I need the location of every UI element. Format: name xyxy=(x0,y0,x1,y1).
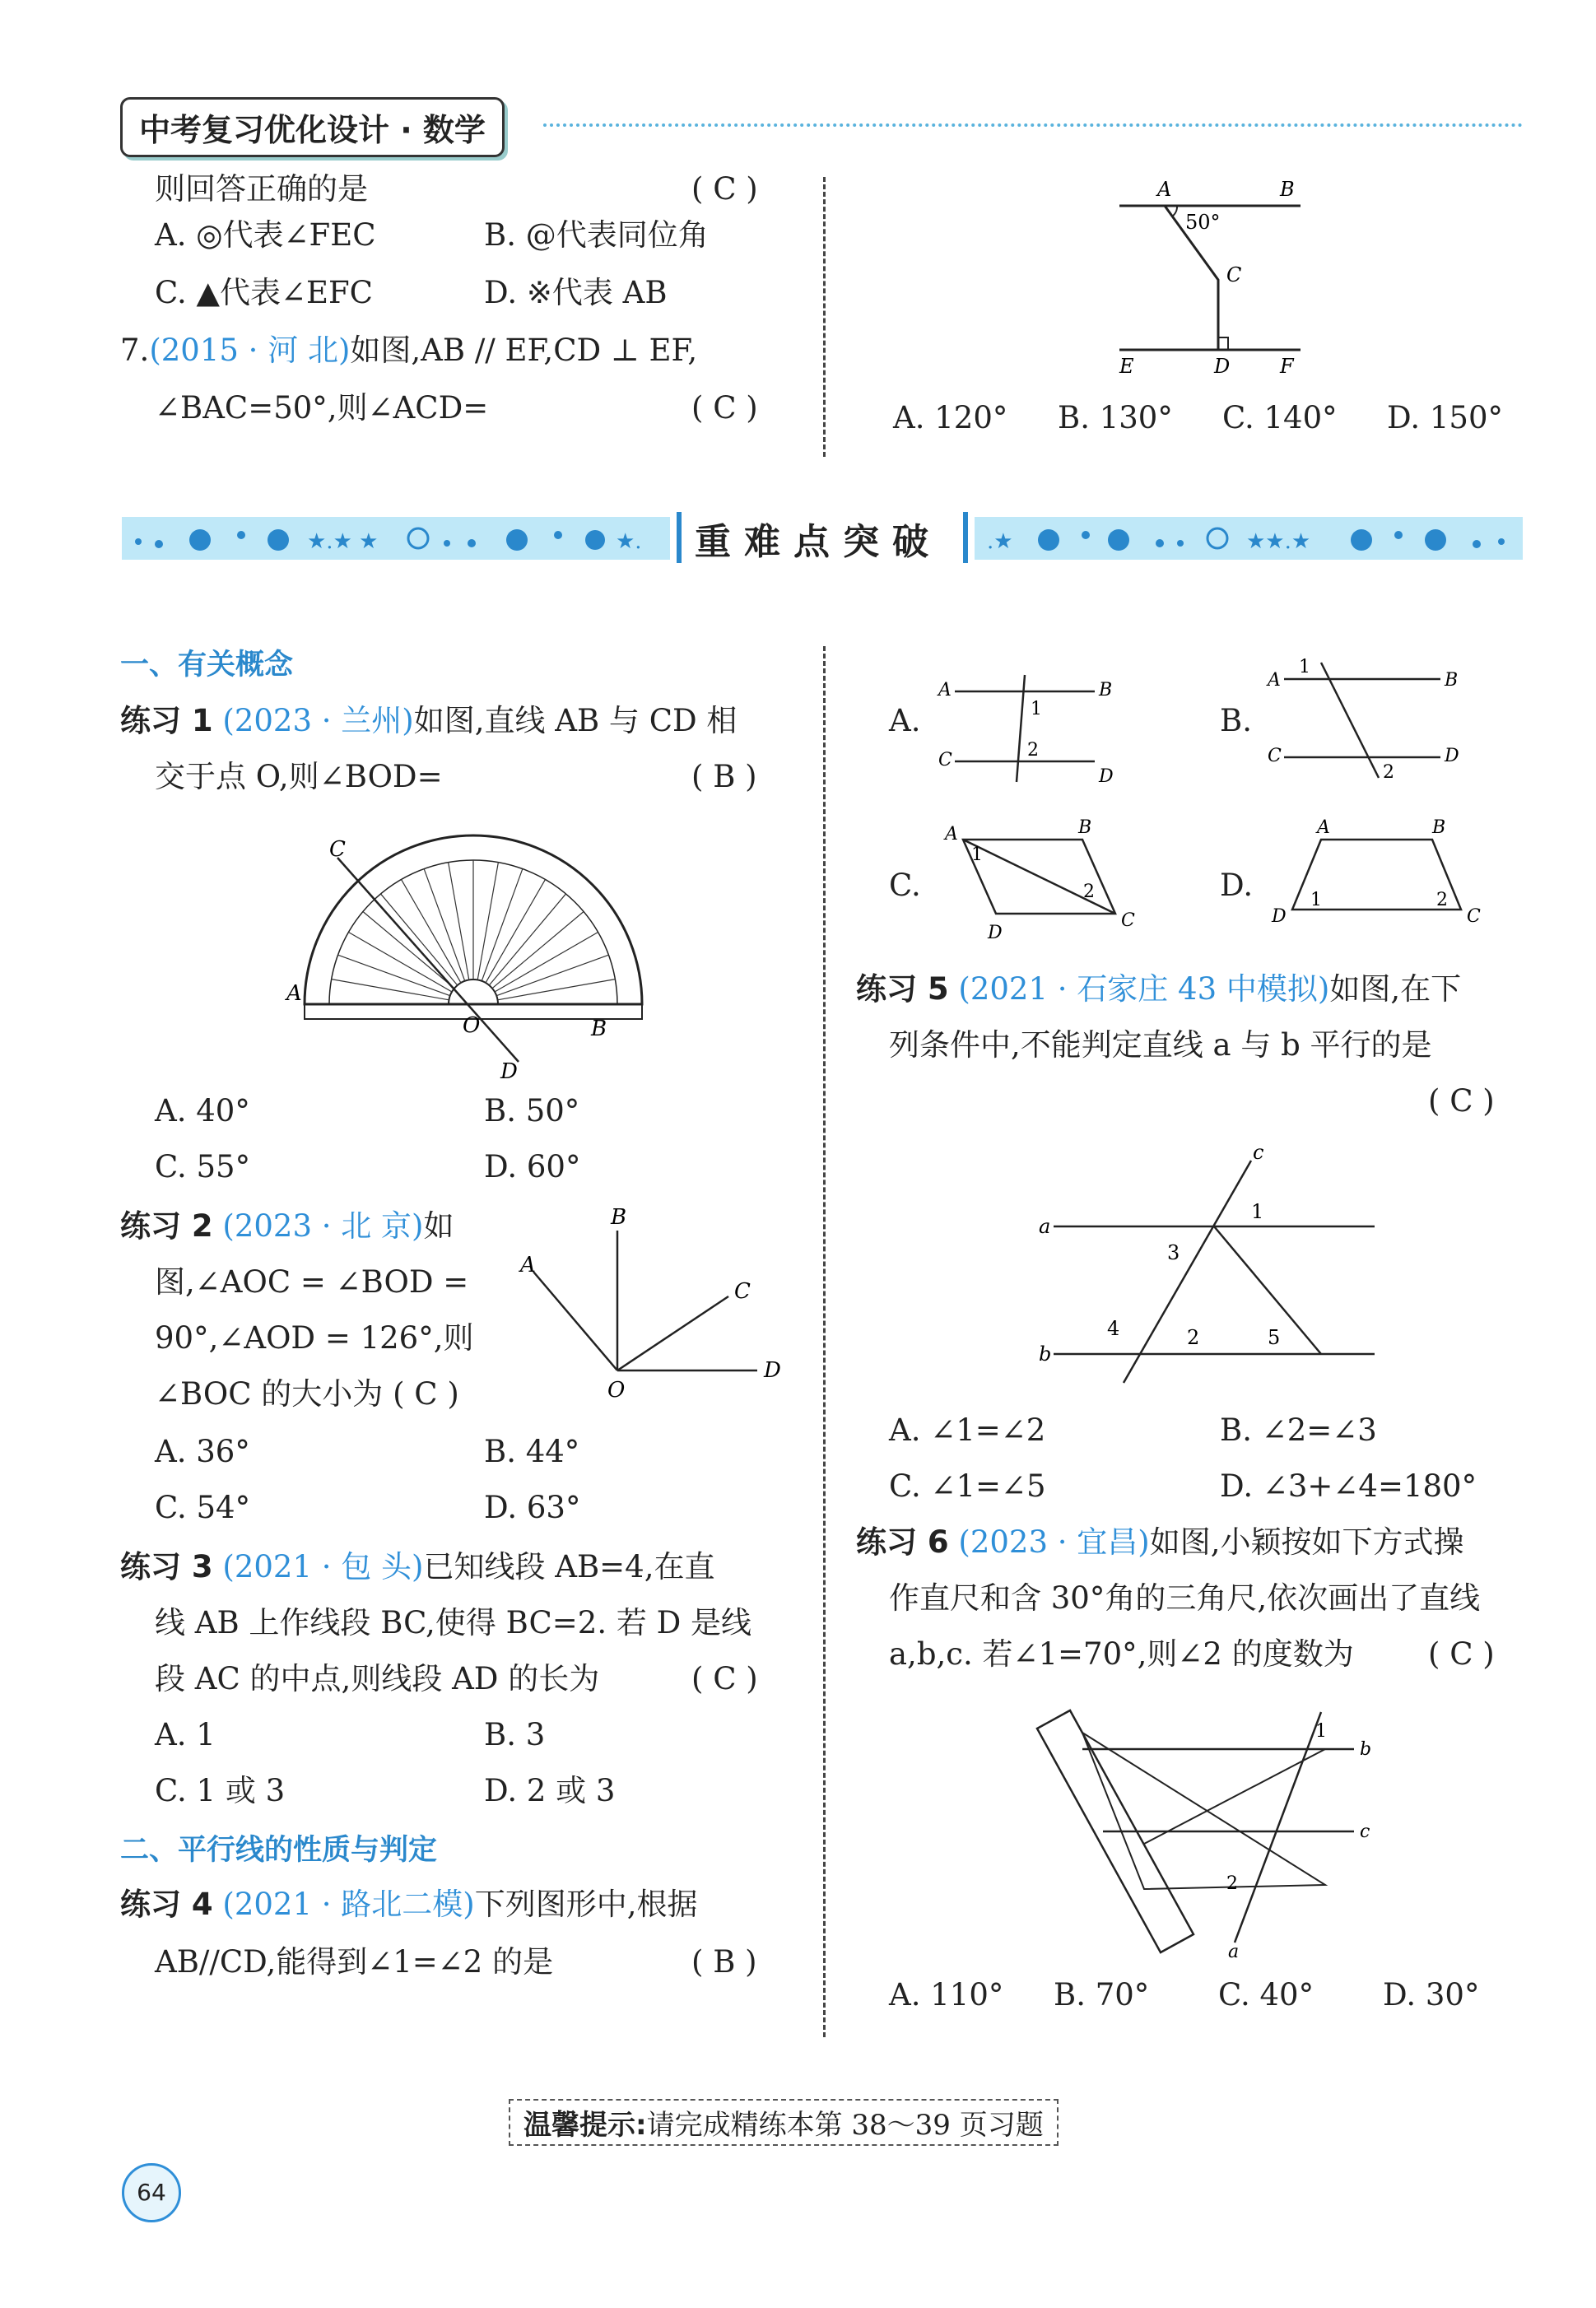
ex6-line-a xyxy=(1235,1712,1321,1943)
q7-option-b: B. 130° xyxy=(1058,400,1173,435)
banner-bar-left xyxy=(677,512,682,563)
ex5-figure xyxy=(1029,1144,1391,1391)
ex5-option-d: D. ∠3+∠4=180° xyxy=(1220,1468,1477,1504)
svg-text:A: A xyxy=(1268,670,1281,691)
ex4-text-line2: AB//CD,能得到∠1=∠2 的是 xyxy=(155,1944,554,1980)
ex6-option-d: D. 30° xyxy=(1383,1977,1480,2013)
protractor-ray xyxy=(381,894,458,985)
ex1-option-a: A. 40° xyxy=(155,1093,250,1128)
q7-option-d: D. 150° xyxy=(1387,400,1503,435)
ex2-text-line1: 如 xyxy=(423,1208,454,1244)
protractor-ray xyxy=(492,912,584,989)
ex2-text-line4: ∠BOC 的大小为 ( C ) xyxy=(155,1376,459,1412)
ex3-option-c: C. 1 或 3 xyxy=(155,1773,286,1808)
ex1-label: 练习 1 xyxy=(120,703,213,738)
ex4-text-line1: 下列图形中,根据 xyxy=(474,1887,698,1922)
q6-option-b: B. @代表同位角 xyxy=(484,217,709,253)
ex5-option-c: C. ∠1=∠5 xyxy=(889,1468,1046,1504)
ex2-point-a: A xyxy=(520,1253,536,1277)
tip-text: 请完成精练本第 38～39 页习题 xyxy=(646,2109,1044,2142)
svg-text:2: 2 xyxy=(1027,740,1039,761)
svg-text:1: 1 xyxy=(1310,890,1322,910)
header-dotted-rule xyxy=(543,123,1523,127)
ex1-option-c: C. 55° xyxy=(155,1149,251,1184)
ex6-hypotenuse xyxy=(1144,1749,1325,1844)
svg-text:★.: ★. xyxy=(616,529,642,554)
column-divider-top xyxy=(823,177,826,457)
ex3-text-line2: 线 AB 上作线段 BC,使得 BC=2. 若 D 是线 xyxy=(155,1605,752,1640)
protractor-ray xyxy=(496,955,608,996)
q6-option-d: D. ※代表 AB xyxy=(484,275,668,310)
q7-text-line1: 如图,AB // EF,CD ⊥ EF, xyxy=(350,333,698,368)
svg-text:B: B xyxy=(1099,680,1113,700)
q7-point-b: B xyxy=(1280,178,1295,201)
svg-text:1: 1 xyxy=(1315,1721,1327,1742)
ex4-figure-a xyxy=(930,667,1128,790)
protractor-ray xyxy=(363,912,454,989)
ex5-source: (2021 · 石家庄 43 中模拟) xyxy=(958,971,1330,1007)
q7-angle-arc xyxy=(1172,206,1177,216)
ex3-option-d: D. 2 或 3 xyxy=(484,1773,616,1808)
q7-source: (2015 · 河 北) xyxy=(149,333,351,368)
ex1-option-b: B. 50° xyxy=(484,1093,580,1128)
protractor-ray xyxy=(449,863,469,980)
ex1-source: (2023 · 兰州) xyxy=(222,703,414,738)
svg-text:b: b xyxy=(1039,1342,1052,1366)
svg-text:a: a xyxy=(1039,1215,1051,1238)
banner-right-dots xyxy=(975,517,1523,560)
exercise-6 xyxy=(856,1518,1464,1567)
q6-tail-text: 则回答正确的是 xyxy=(155,171,368,207)
svg-text:c: c xyxy=(1360,1822,1370,1842)
ex6-option-c: C. 40° xyxy=(1218,1977,1314,2013)
banner-bar-right xyxy=(963,512,968,563)
q7-angle-label: 50° xyxy=(1185,211,1221,234)
ex5-text-line2: 列条件中,不能判定直线 a 与 b 平行的是 xyxy=(889,1027,1432,1063)
ex6-option-b: B. 70° xyxy=(1054,1977,1150,2013)
ex6-text-line2: 作直尺和含 30°角的三角尺,依次画出了直线 xyxy=(889,1580,1481,1616)
ex1-text-line1: 如图,直线 AB 与 CD 相 xyxy=(413,703,738,738)
svg-text:D: D xyxy=(1445,746,1459,766)
svg-text:a: a xyxy=(1228,1942,1240,1959)
ex1-text-line2: 交于点 O,则∠BOD= xyxy=(155,759,443,794)
ex3-option-a: A. 1 xyxy=(155,1717,216,1752)
ex6-option-a: A. 110° xyxy=(889,1977,1004,2013)
ex5-label: 练习 5 xyxy=(856,971,949,1007)
protractor-rays xyxy=(332,860,616,1000)
ex2-option-a: A. 36° xyxy=(155,1434,250,1469)
svg-text:1: 1 xyxy=(1031,699,1042,719)
page-header-title: 中考复习优化设计 · 数学 xyxy=(120,97,505,157)
protractor-ray xyxy=(498,980,616,1000)
ex1-point-c: C xyxy=(329,837,346,862)
protractor-ray xyxy=(332,980,449,1000)
ex4-figure-c xyxy=(930,815,1161,947)
banner-right-band xyxy=(975,517,1523,560)
ex4-figure-d xyxy=(1259,815,1490,947)
protractor-ray xyxy=(489,894,565,985)
banner-left-dots xyxy=(122,517,670,560)
svg-text:4: 4 xyxy=(1107,1317,1120,1340)
ex1-option-d: D. 60° xyxy=(484,1149,581,1184)
svg-text:A: A xyxy=(945,824,958,845)
ex3-source: (2021 · 包 头) xyxy=(222,1549,424,1584)
ex5-option-a: A. ∠1=∠2 xyxy=(889,1412,1046,1448)
ex4-fig-label-c: C. xyxy=(889,868,921,903)
ex3-text-line3: 段 AC 的中点,则线段 AD 的长为 xyxy=(155,1661,600,1696)
ex4-fig-label-a: A. xyxy=(889,703,921,738)
exercise-1 xyxy=(120,696,737,746)
q7-option-c: C. 140° xyxy=(1222,400,1338,435)
ex1-point-d: D xyxy=(500,1059,518,1078)
svg-text:★.★ ★: ★.★ ★ xyxy=(307,529,379,554)
ex2-option-d: D. 63° xyxy=(484,1490,581,1525)
page-number: 64 xyxy=(122,2163,181,2222)
ex2-label: 练习 2 xyxy=(120,1208,213,1244)
ex2-text-line2: 图,∠AOC = ∠BOD = xyxy=(155,1264,469,1300)
q7-point-f: F xyxy=(1280,355,1294,378)
ex6-figure xyxy=(1021,1696,1399,1959)
q7-number: 7. xyxy=(120,333,150,368)
protractor-ray xyxy=(477,863,498,980)
ex4-figure-b xyxy=(1259,654,1473,790)
svg-text:★★.★: ★★.★ xyxy=(1246,529,1311,554)
ex1-point-o: O xyxy=(463,1013,481,1038)
ex4-answer: ( B ) xyxy=(691,1944,757,1980)
ray-oc xyxy=(617,1296,728,1370)
ray-oa xyxy=(533,1272,617,1370)
q7-point-e: E xyxy=(1119,355,1134,378)
ex1-point-a: A xyxy=(286,981,302,1006)
banner-title: 重难点突破 xyxy=(695,512,942,565)
svg-text:1: 1 xyxy=(1251,1200,1264,1223)
exercise-3 xyxy=(120,1543,714,1592)
ex5-option-b: B. ∠2=∠3 xyxy=(1220,1412,1377,1448)
svg-text:A: A xyxy=(1317,817,1330,838)
ex4-fig-label-b: B. xyxy=(1220,703,1252,738)
footer-tip xyxy=(509,2099,1059,2146)
tip-label: 温馨提示: xyxy=(523,2109,647,2142)
ex2-answer: ( C ) xyxy=(393,1376,459,1412)
svg-text:3: 3 xyxy=(1167,1241,1180,1264)
svg-text:2: 2 xyxy=(1226,1873,1238,1894)
q7-figure xyxy=(1095,173,1325,379)
q7-option-a: A. 120° xyxy=(893,400,1008,435)
ex4-label: 练习 4 xyxy=(120,1887,213,1922)
svg-text:D: D xyxy=(1272,906,1287,927)
svg-text:b: b xyxy=(1360,1739,1372,1760)
protractor-ray xyxy=(424,869,465,981)
q7-point-d: D xyxy=(1214,355,1231,378)
svg-text:2: 2 xyxy=(1436,890,1448,910)
svg-text:.★: .★ xyxy=(987,529,1013,554)
ex5-answer: ( C ) xyxy=(1428,1083,1495,1119)
q6-option-a: A. ◎代表∠FEC xyxy=(155,217,376,253)
ex6-source: (2023 · 宜昌) xyxy=(958,1524,1150,1560)
section-1-title: 一、有关概念 xyxy=(120,649,294,682)
ex2-source: (2023 · 北 京) xyxy=(222,1208,424,1244)
ex6-text-line3: a,b,c. 若∠1=70°,则∠2 的度数为 xyxy=(889,1636,1354,1672)
q7-text-line2: ∠BAC=50°,则∠ACD= xyxy=(155,390,489,426)
svg-text:c: c xyxy=(1253,1144,1264,1164)
ex3-text-line1: 已知线段 AB=4,在直 xyxy=(423,1549,715,1584)
ex3-option-b: B. 3 xyxy=(484,1717,546,1752)
ex6-text-line1: 如图,小颖按如下方式操 xyxy=(1149,1524,1464,1560)
banner-left-band xyxy=(122,517,670,560)
svg-text:B: B xyxy=(1078,817,1092,838)
svg-text:C: C xyxy=(938,750,952,770)
q7-right-angle-mark xyxy=(1218,337,1228,350)
ex2-point-c: C xyxy=(734,1279,751,1304)
ex6-answer: ( C ) xyxy=(1428,1636,1495,1672)
svg-text:A: A xyxy=(938,680,952,700)
svg-text:2: 2 xyxy=(1383,762,1394,783)
svg-text:1: 1 xyxy=(971,845,983,865)
svg-text:2: 2 xyxy=(1187,1326,1200,1349)
ex2-point-o: O xyxy=(607,1378,626,1403)
svg-text:D: D xyxy=(1099,766,1114,787)
column-divider-main xyxy=(823,646,826,2037)
ex2-point-d: D xyxy=(764,1358,781,1383)
svg-text:B: B xyxy=(1445,670,1459,691)
ex5-text-line1: 如图,在下 xyxy=(1329,971,1462,1007)
ex2-option-c: C. 54° xyxy=(155,1490,251,1525)
q6-option-c: C. ▲代表∠EFC xyxy=(155,275,373,310)
ex2-text-line3: 90°,∠AOD = 126°,则 xyxy=(155,1320,474,1356)
question-7 xyxy=(120,326,697,375)
ex5-line-c xyxy=(1124,1161,1251,1383)
section-2-title: 二、平行线的性质与判定 xyxy=(120,1834,438,1867)
ex1-point-b: B xyxy=(591,1017,607,1041)
exercise-2 xyxy=(120,1202,454,1251)
protractor-ray xyxy=(338,955,450,996)
ex1-protractor-figure xyxy=(280,831,667,1078)
svg-text:C: C xyxy=(1268,746,1282,766)
q7-point-a: A xyxy=(1157,178,1172,201)
svg-text:C: C xyxy=(1467,906,1481,927)
q6-answer: ( C ) xyxy=(691,171,758,207)
ex2-option-b: B. 44° xyxy=(484,1434,580,1469)
q7-point-c: C xyxy=(1226,263,1242,286)
protractor-ray xyxy=(482,869,523,981)
ex3-label: 练习 3 xyxy=(120,1549,213,1584)
ex6-triangle xyxy=(1082,1733,1325,1889)
svg-text:2: 2 xyxy=(1083,882,1095,902)
svg-text:C: C xyxy=(1121,910,1135,931)
exercise-4 xyxy=(120,1880,698,1929)
q7-answer: ( C ) xyxy=(691,390,758,426)
ex4-source: (2021 · 路北二模) xyxy=(222,1887,475,1922)
ex6-label: 练习 6 xyxy=(856,1524,949,1560)
svg-text:D: D xyxy=(988,923,1003,943)
svg-text:B: B xyxy=(1432,817,1446,838)
line-cd xyxy=(337,858,519,1062)
ex3-answer: ( C ) xyxy=(691,1661,758,1696)
ex2-figure xyxy=(510,1206,790,1412)
svg-text:1: 1 xyxy=(1299,657,1310,677)
ex1-answer: ( B ) xyxy=(691,759,757,794)
ex2-point-b: B xyxy=(611,1206,627,1230)
svg-text:5: 5 xyxy=(1268,1326,1281,1349)
exercise-5 xyxy=(856,965,1461,1014)
ex4-fig-label-d: D. xyxy=(1220,868,1254,903)
